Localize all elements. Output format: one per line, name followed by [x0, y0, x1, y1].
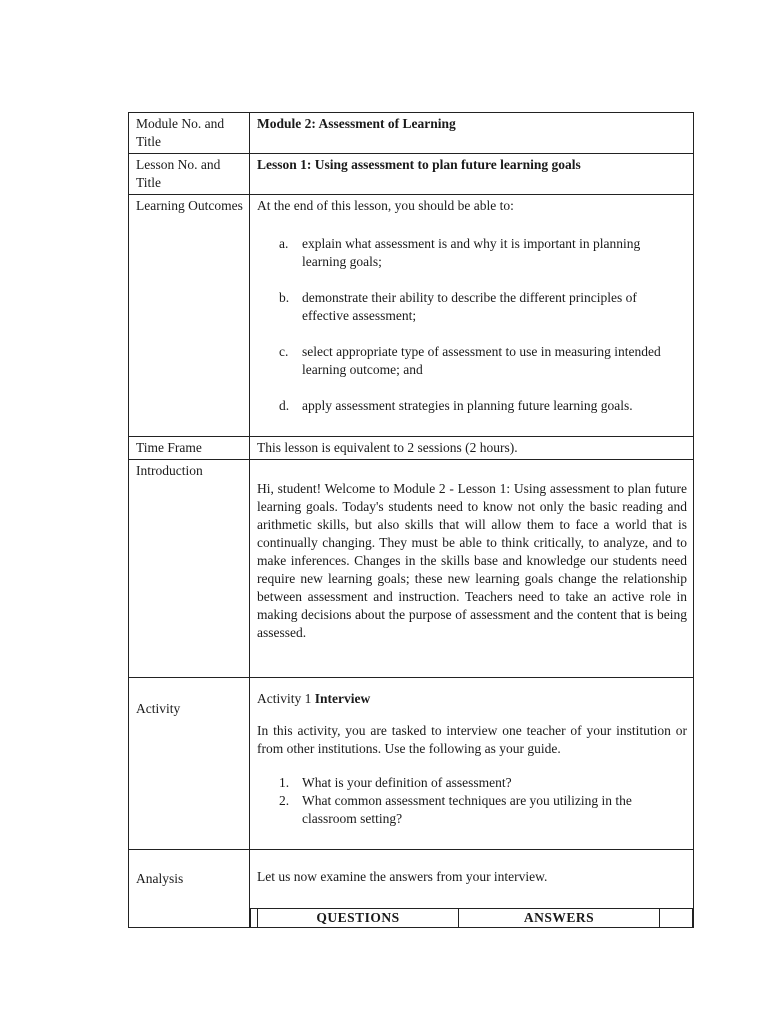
list-text: explain what assessment is and why it is important in planning learning goals; [302, 236, 641, 269]
list-marker: b. [279, 290, 290, 305]
outcomes-row [129, 195, 694, 437]
analysis-text: Let us now examine the answers from your interview. [257, 869, 548, 884]
activity-title [257, 690, 687, 708]
list-item [257, 289, 687, 325]
qa-col-questions: QUESTIONS [258, 909, 459, 928]
list-marker: a. [279, 236, 289, 251]
module-row [129, 113, 694, 154]
introduction-row [129, 460, 694, 678]
list-item [257, 235, 687, 271]
module-label: Module No. and Title [129, 113, 250, 154]
list-item [257, 397, 687, 415]
list-text: apply assessment strategies in planning future learning goals. [302, 398, 633, 413]
list-text: select appropriate type of assessment to use in measuring intended learning outcome; and [302, 344, 661, 377]
qa-header-row [251, 909, 693, 928]
lesson-row [129, 154, 694, 195]
analysis-cell [250, 850, 694, 928]
timeframe-value: This lesson is equivalent to 2 sessions (2 hours). [250, 437, 694, 460]
activity-label-text: Activity [136, 701, 181, 716]
qa-table [250, 908, 693, 927]
analysis-row [129, 850, 694, 928]
activity-row [129, 678, 694, 850]
qa-col-answers: ANSWERS [459, 909, 660, 928]
lesson-title: Lesson 1: Using assessment to plan future learning goals [250, 154, 694, 195]
activity-label [129, 678, 250, 850]
list-text: What common assessment techniques are you utilizing in the classroom setting? [302, 793, 632, 826]
outcomes-cell [250, 195, 694, 437]
list-text: What is your definition of assessment? [302, 775, 512, 790]
introduction-text [250, 460, 694, 678]
timeframe-label: Time Frame [129, 437, 250, 460]
activity-text: In this activity, you are tasked to interview one teacher of your institution or from other institutions. Use the following as your guide. [257, 723, 687, 756]
list-marker: c. [279, 344, 289, 359]
list-item [257, 792, 687, 828]
analysis-label-text: Analysis [136, 871, 184, 886]
list-marker: 1. [279, 775, 290, 790]
introduction-label: Introduction [129, 460, 250, 678]
qa-edge-right [660, 909, 693, 928]
outcomes-intro: At the end of this lesson, you should be able to: [257, 198, 514, 213]
outcomes-label: Learning Outcomes [129, 195, 250, 437]
lesson-table [128, 112, 694, 928]
analysis-label [129, 850, 250, 928]
list-marker: d. [279, 398, 290, 413]
activity-title-prefix: Activity 1 [257, 691, 312, 706]
qa-edge-left [251, 909, 258, 928]
list-marker: 2. [279, 793, 290, 808]
outcomes-list [257, 235, 687, 415]
list-text: demonstrate their ability to describe the different principles of effective assessment; [302, 290, 637, 323]
list-item [257, 343, 687, 379]
activity-list [257, 774, 687, 828]
list-item [257, 774, 687, 792]
module-title: Module 2: Assessment of Learning [250, 113, 694, 154]
timeframe-row [129, 437, 694, 460]
activity-cell [250, 678, 694, 850]
lesson-label: Lesson No. and Title [129, 154, 250, 195]
activity-title-bold: Interview [314, 691, 371, 706]
introduction-body: Hi, student! Welcome to Module 2 - Lesson 1: Using assessment to plan future learning goals. Today's students need to know not only the basic reading and arithmetic skills, but also skills that will allow them to face a world that is continually changing. They must be able to think critically, to analyze, and to make inferences. Changes in the skills base and knowledge our students need require new learning goals; these new learning goals change the relationship between assessment and instruction. Teachers need to take an active role in making decisions about the purpose of assessment and the content that is being assessed. [257, 481, 687, 640]
